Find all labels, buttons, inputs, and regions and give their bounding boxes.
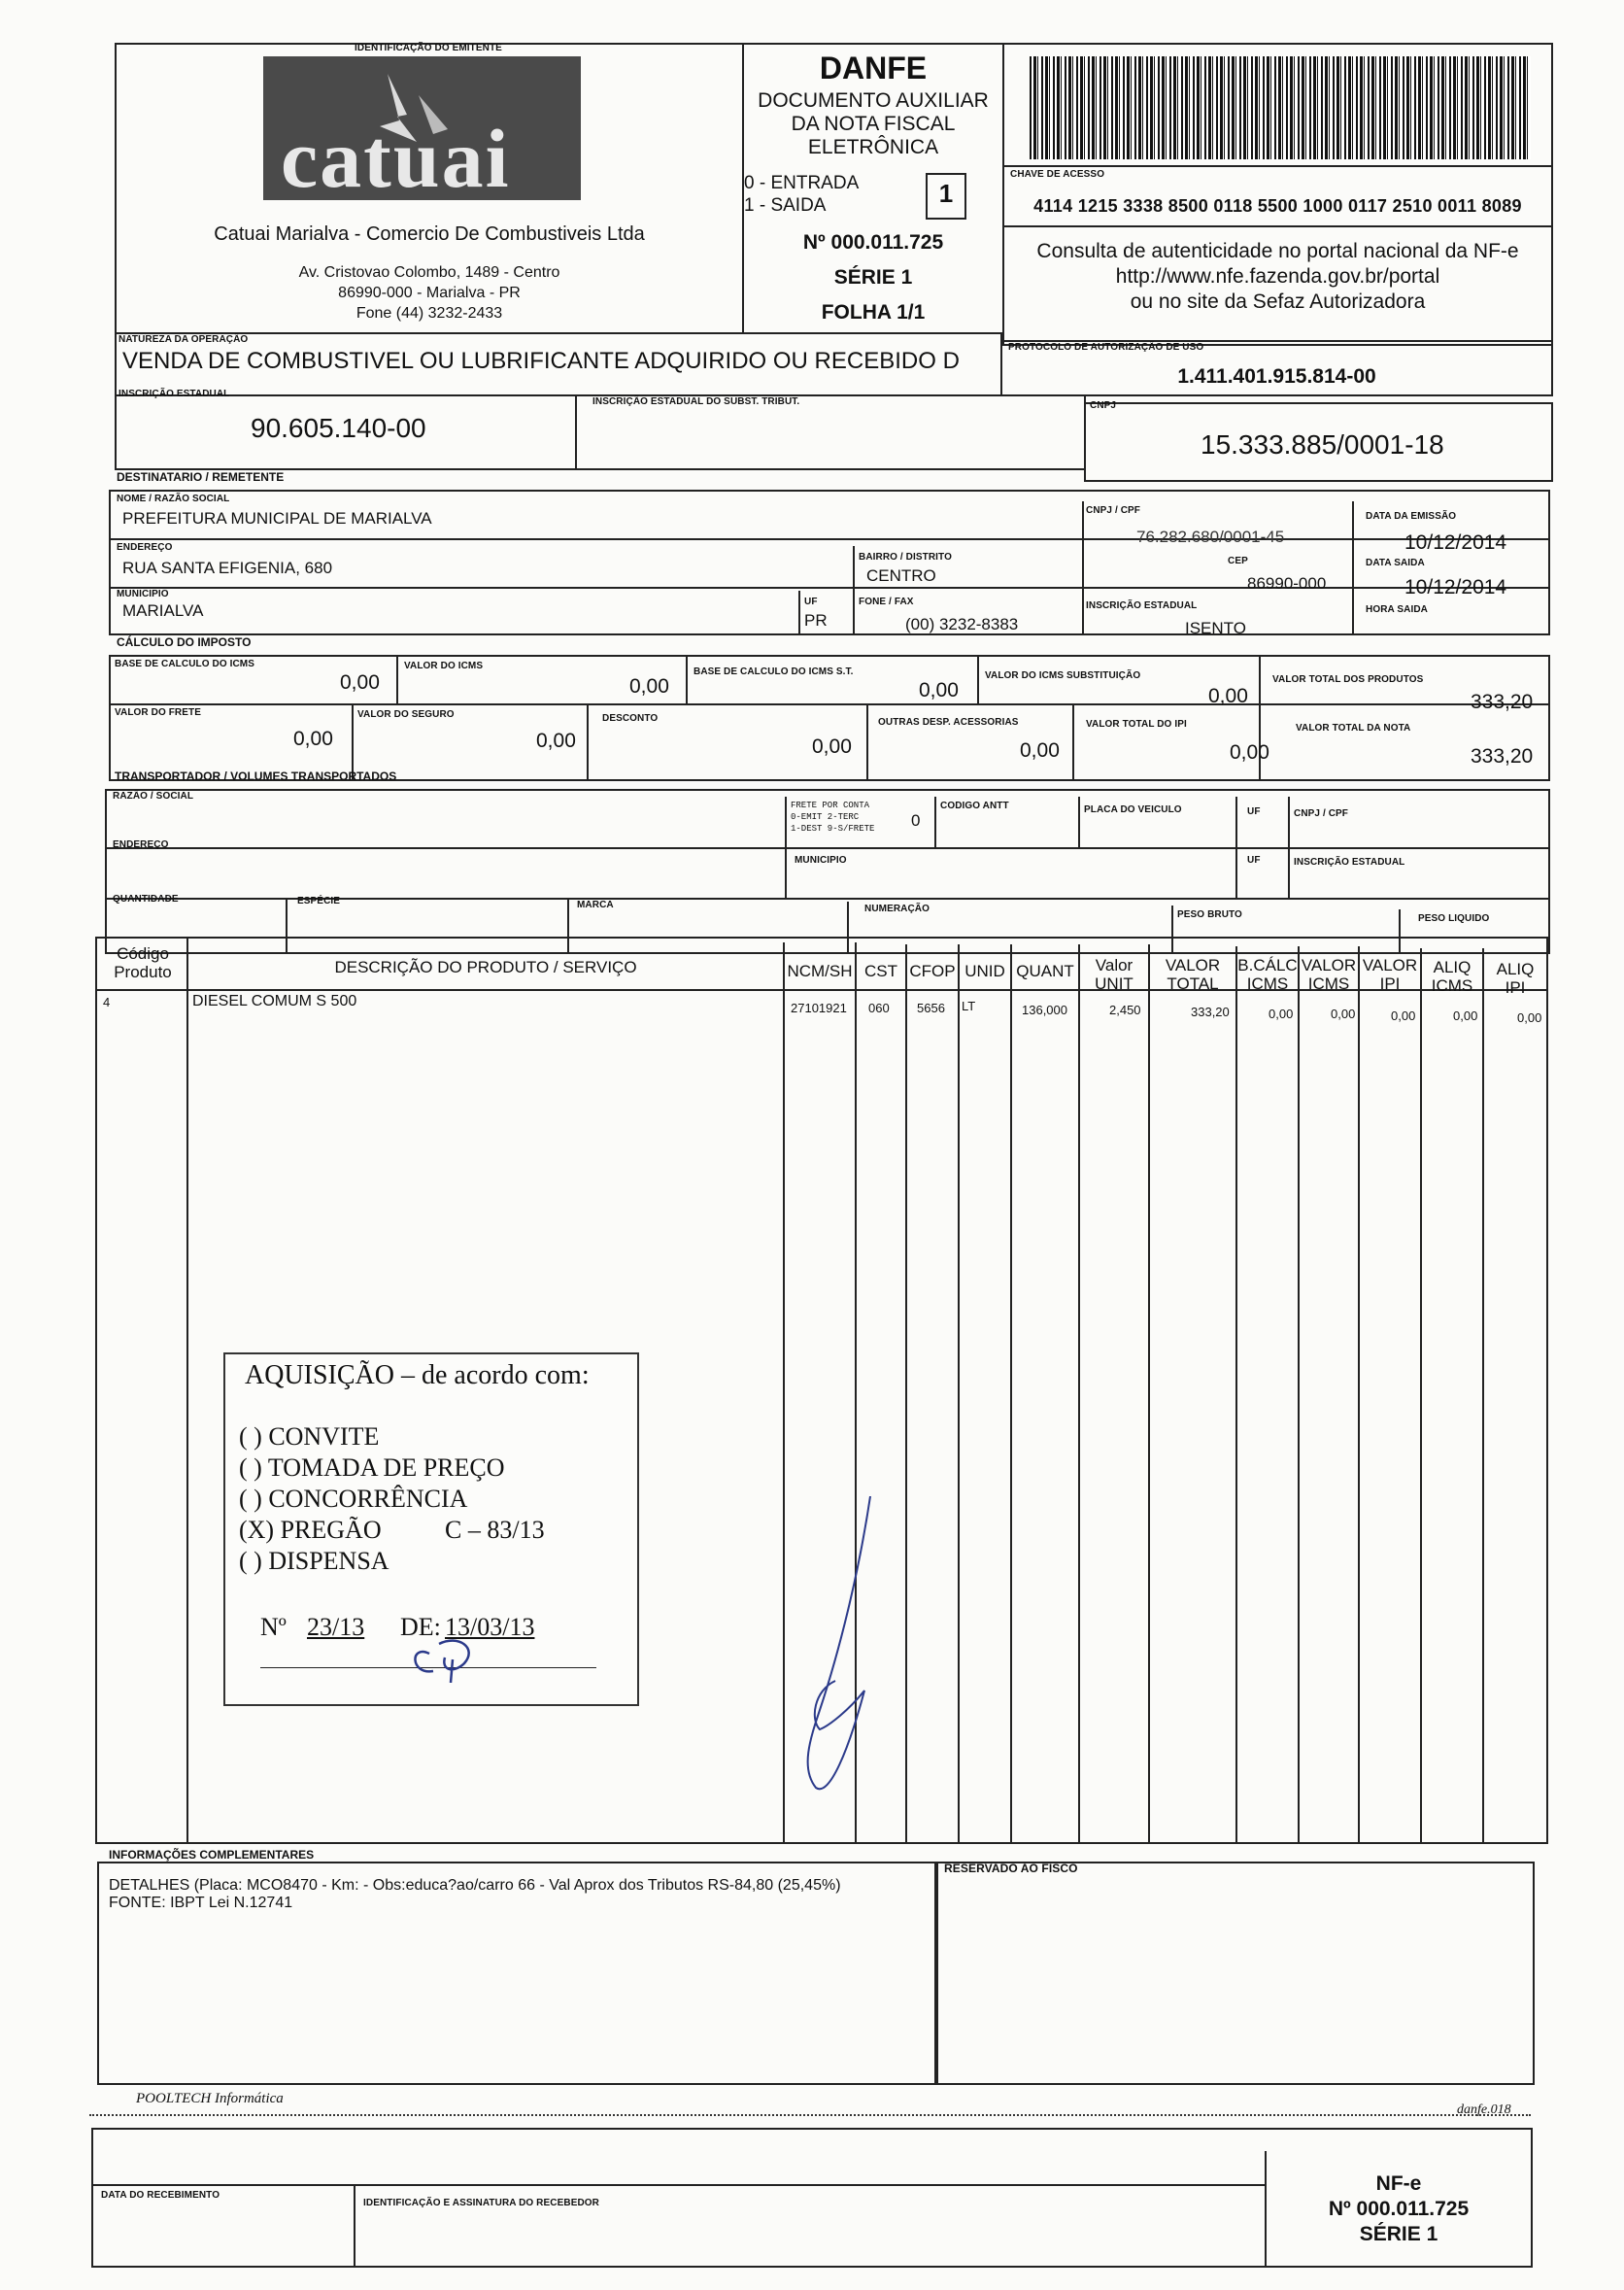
software-credit: POOLTECH Informática [136,2091,284,2106]
th-bcicms: B.CÁLC ICMS [1237,956,1298,993]
dest-cnpj-label: CNPJ / CPF [1086,505,1141,516]
stamp-numero-prefix: Nº [260,1613,287,1641]
danfe-numero: Nº 000.011.725 [802,231,944,254]
prod-col-cfop [905,944,907,1844]
transportador-section: TRANSPORTADOR / VOLUMES TRANSPORTADOS [115,769,397,783]
row-vicms: 0,00 [1331,1007,1356,1021]
canhoto-col-assinatura [354,2184,355,2268]
imp-col-7 [866,703,868,781]
especie-label: ESPÉCIE [297,896,341,906]
th-vtotal: VALOR TOTAL [1165,956,1221,993]
frete-label: VALOR DO FRETE [115,707,201,718]
aquisicao-stamp [223,1352,639,1706]
transp-col-uf [1235,797,1237,898]
dest-col-bairro [853,546,855,635]
assinatura-label: IDENTIFICAÇÃO E ASSINATURA DO RECEBEDOR [363,2198,599,2208]
transp-col-frete [785,797,787,898]
seguro-label: VALOR DO SEGURO [357,709,455,720]
emitente-phone: Fone (44) 3232-2433 [355,305,503,322]
bruto-label: PESO BRUTO [1177,909,1242,920]
dest-nome: PREFEITURA MUNICIPAL DE MARIALVA [122,509,432,528]
dest-row-divider-2 [109,587,1550,589]
nota-label: VALOR TOTAL DA NOTA [1296,723,1411,734]
dest-hora-label: HORA SAIDA [1366,604,1428,615]
canhoto-numero: Nº 000.011.725 [1328,2198,1470,2220]
row-quant: 136,000 [1022,1003,1067,1017]
desconto-label: DESCONTO [602,713,659,724]
tipo-entrada: 0 - ENTRADA [744,173,860,193]
canhoto-divider [91,2184,1267,2186]
th-aicms: ALIQ ICMS [1431,958,1473,995]
dest-col-uf [798,591,800,635]
stamp-convite: ( ) CONVITE [239,1422,380,1451]
row-cst: 060 [868,1001,890,1015]
desconto: 0,00 [812,735,852,758]
v-prod: 333,20 [1471,691,1534,713]
dest-uf: PR [804,611,828,630]
imp-col-1 [396,655,398,705]
stamp-data: 13/03/13 [445,1613,535,1641]
natureza-label: NATUREZA DA OPERAÇÃO [118,334,249,345]
info-section: INFORMAÇÕES COMPLEMENTARES [109,1848,315,1862]
liquido-label: PESO LIQUIDO [1418,913,1490,924]
prod-col-aicms [1420,948,1422,1844]
seguro: 0,00 [536,730,576,752]
emitente-name: Catuai Marialva - Comercio De Combustiveis Ltda [214,223,645,245]
dest-endereco: RUA SANTA EFIGENIA, 680 [122,559,333,577]
frete-conta-1: FRETE POR CONTA [791,801,870,810]
prod-col-vicms [1298,946,1300,1844]
emitente-cep: 86990-000 - Marialva - PR [338,285,521,301]
stamp-data-prefix: DE: [400,1613,441,1641]
transp-razao-label: RAZÃO / SOCIAL [113,791,194,802]
canhoto-nfe: NF-e [1375,2172,1422,2195]
imposto-section: CÁLCULO DO IMPOSTO [117,635,252,649]
stamp-pregao: (X) PREGÃO [239,1516,382,1544]
danfe-serie: SÉRIE 1 [833,266,913,289]
tipo-saida: 1 - SAIDA [744,195,827,216]
transp-uf2-label: UF [1247,855,1261,866]
transp-col-cnpj [1288,797,1290,898]
frete: 0,00 [293,728,333,750]
chave-label: CHAVE DE ACESSO [1010,169,1105,180]
protocolo-label: PROTOCOLO DE AUTORIZAÇÃO DE USO [1008,342,1204,353]
imp-col-8 [1072,703,1074,781]
ie-value: 90.605.140-00 [251,413,426,443]
canhoto-serie: SÉRIE 1 [1359,2223,1438,2245]
transp-cnpj-label: CNPJ / CPF [1294,808,1349,819]
ie-label: INSCRIÇÃO ESTADUAL [118,389,230,399]
row-vipi: 0,00 [1391,1008,1416,1023]
destinatario-section: DESTINATARIO / REMETENTE [117,470,285,484]
imp-col-3 [977,655,979,705]
stamp-dispensa: ( ) DISPENSA [239,1547,389,1575]
quantidade-label: QUANTIDADE [113,894,179,905]
th-unid: UNID [964,962,1005,980]
chave-divider-top [1002,165,1553,167]
row-cfop: 5656 [917,1001,945,1015]
stamp-pregao-ref: C – 83/13 [445,1516,545,1544]
row-codigo: 4 [103,995,111,1009]
outras: 0,00 [1020,739,1060,762]
stamp-tomada: ( ) TOMADA DE PREÇO [239,1453,505,1482]
prod-col-bcicms [1235,946,1237,1844]
transp-col-placa [1078,797,1080,847]
bc-icms: 0,00 [340,671,380,694]
danfe-subtitle-1: DOCUMENTO AUXILIAR [758,89,989,112]
th-cfop: CFOP [909,962,956,980]
info-line-2: FONTE: IBPT Lei N.12741 [109,1895,293,1911]
th-cst: CST [864,962,897,980]
v-st: 0,00 [1208,685,1248,707]
outras-label: OUTRAS DESP. ACESSORIAS [878,717,1019,728]
stamp-numero: 23/13 [307,1613,365,1641]
marca-label: MARCA [577,900,614,910]
consulta-line-3: ou no site da Sefaz Autorizadora [1130,291,1426,313]
nota: 333,20 [1471,745,1534,768]
row-bcicms: 0,00 [1269,1007,1294,1021]
dest-emissao-label: DATA DA EMISSÃO [1366,511,1457,522]
prod-col-aipi [1482,948,1484,1844]
placa-label: PLACA DO VEICULO [1084,804,1182,815]
protocolo-value: 1.411.401.915.814-00 [1177,365,1376,388]
danfe-ref: danfe.018 [1457,2102,1511,2117]
imposto-row-divider [109,703,1550,705]
prod-col-unid [958,944,960,1844]
dest-endereco-label: ENDEREÇO [117,542,173,553]
cut-line [89,2114,1531,2116]
dest-saida: 10/12/2014 [1404,576,1507,598]
danfe-folha: FOLHA 1/1 [821,301,926,324]
ipi: 0,00 [1230,741,1269,764]
dest-col-date [1352,501,1354,635]
bc-st-label: BASE DE CALCULO DO ICMS S.T. [694,666,854,677]
dest-ie: ISENTO [1185,619,1246,637]
dest-fone-label: FONE / FAX [859,597,914,607]
transp-col-antt [934,797,936,847]
row-aicms: 0,00 [1453,1008,1478,1023]
prod-col-vtotal [1148,944,1150,1844]
bc-icms-label: BASE DE CALCULO DO ICMS [115,659,254,669]
barcode [1030,56,1531,159]
th-vipi: VALOR IPI [1362,956,1418,993]
dest-emissao: 10/12/2014 [1404,531,1507,554]
dest-ie-label: INSCRIÇÃO ESTADUAL [1086,600,1198,611]
imp-col-6 [587,703,589,781]
th-quant: QUANT [1016,962,1074,980]
danfe-subtitle-2: DA NOTA FISCAL [791,113,956,135]
v-icms-label: VALOR DO ICMS [404,661,484,671]
catuai-logo [263,56,581,205]
chave-divider-bottom [1002,225,1553,227]
row-vtotal: 333,20 [1191,1005,1230,1019]
transp-row-divider-1 [105,847,1550,849]
transp-endereco-label: ENDEREÇO [113,839,169,850]
info-line-1: DETALHES (Placa: MCO8470 - Km: - Obs:educa?ao/carro 66 - Val Aprox dos Tributos RS-84,80 (25,45%) [109,1877,841,1894]
dest-saida-label: DATA SAIDA [1366,558,1425,568]
dest-col-cnpj [1082,501,1084,635]
recebimento-label: DATA DO RECEBIMENTO [101,2190,220,2201]
th-aipi: ALIQ IPI [1496,960,1535,997]
v-prod-label: VALOR TOTAL DOS PRODUTOS [1272,674,1424,685]
dest-fone: (00) 3232-8383 [905,615,1019,633]
dest-bairro-label: BAIRRO / DISTRITO [859,552,952,563]
prod-col-quant [1010,944,1012,1844]
consulta-line-2[interactable]: http://www.nfe.fazenda.gov.br/portal [1115,265,1440,288]
v-st-label: VALOR DO ICMS SUBSTITUIÇÃO [985,670,1141,681]
stamp-concorrencia: ( ) CONCORRÊNCIA [239,1485,468,1513]
frete-conta-value: 0 [911,811,921,830]
logo-wordmark: catuai [281,112,511,205]
dest-municipio: MARIALVA [122,601,204,620]
dest-cnpj: 76.282.680/0001-45 [1136,528,1285,546]
imp-col-2 [686,655,688,705]
stamp-title: AQUISIÇÃO – de acordo com: [245,1360,590,1390]
row-aipi: 0,00 [1517,1010,1542,1025]
emitente-label: IDENTIFICAÇÃO DO EMITENTE [355,43,502,53]
emitente-address: Av. Cristovao Colombo, 1489 - Centro [298,264,560,281]
tipo-value: 1 [938,179,954,208]
ipi-label: VALOR TOTAL DO IPI [1086,719,1187,730]
th-descricao: DESCRIÇÃO DO PRODUTO / SERVIÇO [334,958,637,976]
th-ncm: NCM/SH [787,962,853,980]
initials-signature [390,1615,507,1683]
chave-value: 4114 1215 3338 8500 0118 5500 1000 0117 2510 0011 8089 [1033,196,1522,216]
dest-municipio-label: MUNICIPIO [117,589,169,599]
frete-conta-3: 1-DEST 9-S/FRETE [791,824,875,834]
pen-signature [781,1496,897,1807]
transp-municipio-label: MUNICIPIO [795,855,847,866]
dest-bairro: CENTRO [866,566,936,585]
bc-st: 0,00 [919,679,959,701]
prod-col-vunit [1078,944,1080,1844]
row-ncm: 27101921 [791,1001,847,1015]
prod-col-desc [186,937,188,1844]
numeracao-label: NUMERAÇÃO [864,904,930,914]
transp-ie-label: INSCRIÇÃO ESTADUAL [1294,857,1405,868]
dest-cep-label: CEP [1228,556,1248,566]
dest-row-divider-1 [109,538,1550,540]
row-descricao: DIESEL COMUM S 500 [192,993,357,1009]
danfe-subtitle-3: ELETRÔNICA [807,136,939,158]
frete-conta-2: 0-EMIT 2-TERC [791,812,860,822]
cnpj-emit-label: CNPJ [1090,400,1117,411]
prod-col-vipi [1358,946,1360,1844]
natureza-value: VENDA DE COMBUSTIVEL OU LUBRIFICANTE ADQUIRIDO OU RECEBIDO D [122,348,960,374]
antt-label: CODIGO ANTT [940,801,1009,811]
th-vunit: Valor UNIT [1095,956,1133,993]
dest-nome-label: NOME / RAZÃO SOCIAL [117,494,230,504]
danfe-title: DANFE [819,51,928,85]
fisco-label: RESERVADO AO FISCO [944,1862,1078,1875]
ie-st-label: INSCRIÇÃO ESTADUAL DO SUBST. TRIBUT. [592,396,800,407]
consulta-line-1: Consulta de autenticidade no portal nacional da NF-e [1036,240,1519,262]
th-vicms: VALOR ICMS [1301,956,1357,993]
dest-uf-label: UF [804,597,818,607]
transp-uf-label: UF [1247,806,1261,817]
v-icms: 0,00 [629,675,669,698]
cnpj-emit-value: 15.333.885/0001-18 [1201,429,1444,460]
row-vunit: 2,450 [1109,1003,1141,1017]
fisco-box [934,1862,1535,2085]
row-unid: LT [962,999,976,1013]
th-codigo: Código Produto [114,944,172,981]
dest-cep: 86990-000 [1247,574,1327,593]
